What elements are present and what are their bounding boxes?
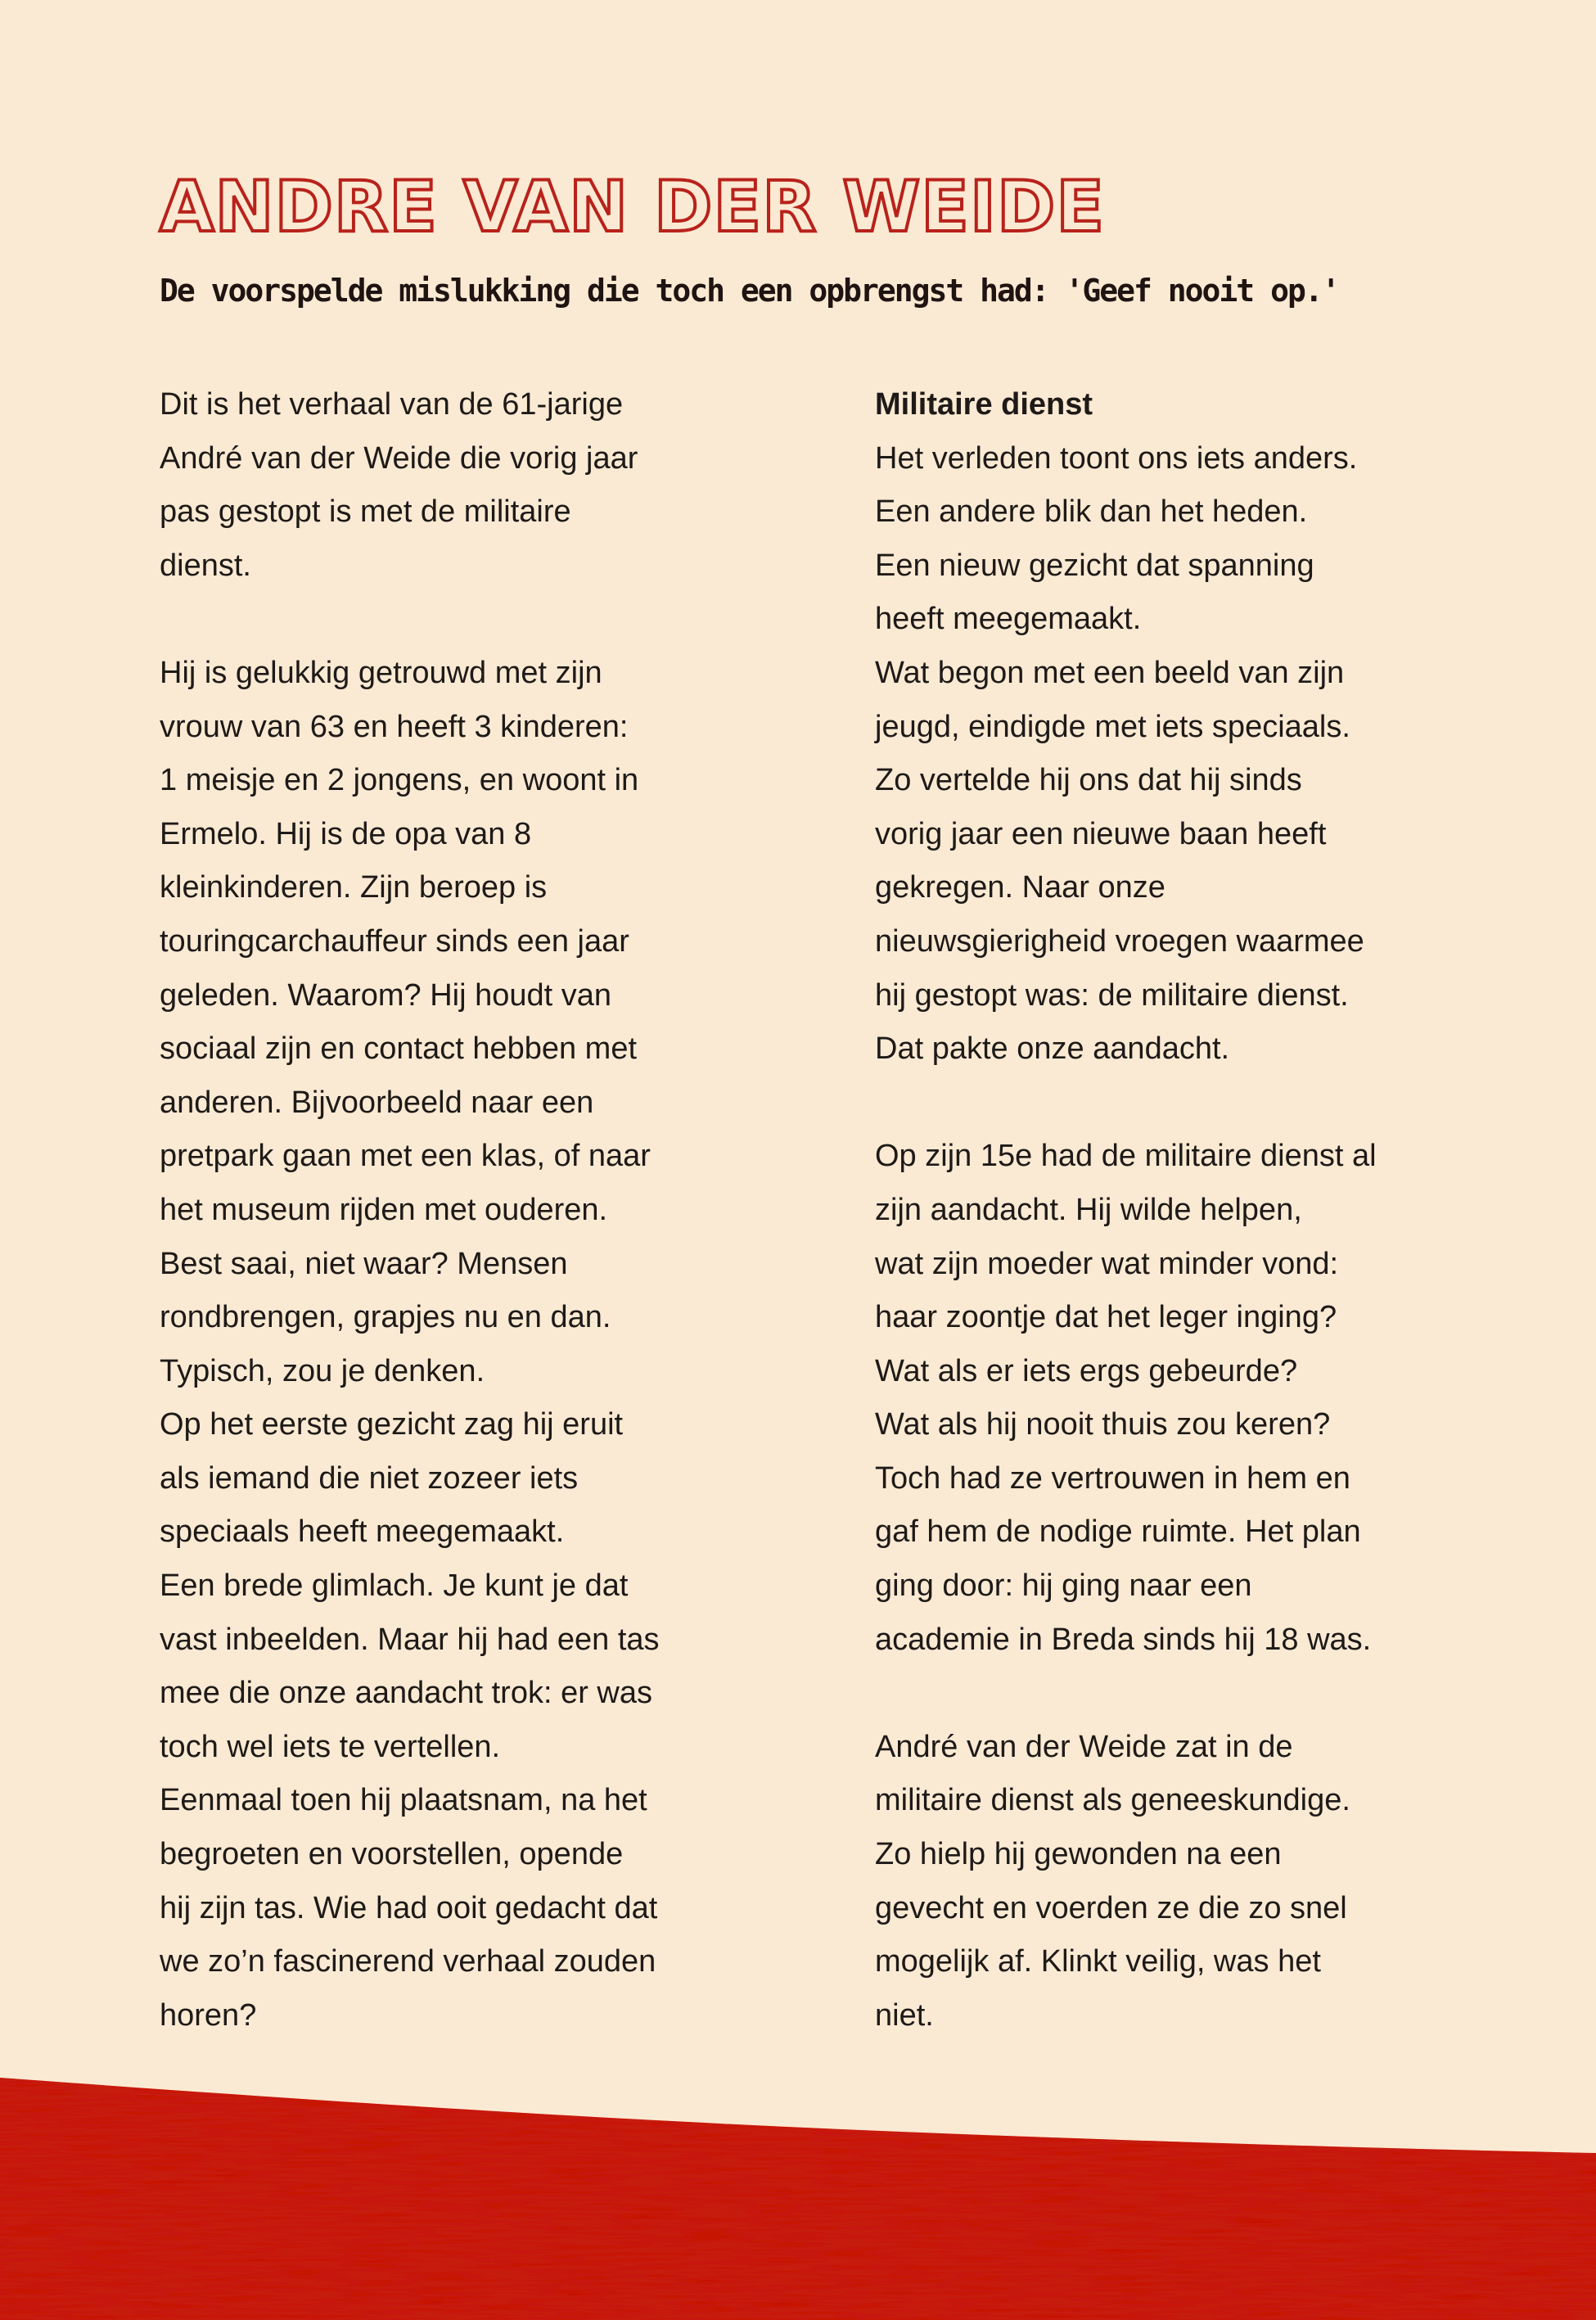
body-text-line: niet. <box>875 1997 934 2033</box>
body-text-line: 1 meisje en 2 jongens, en woont in <box>160 763 639 798</box>
body-text-line: rondbrengen, grapjes nu en dan. <box>160 1300 611 1335</box>
red-paint-band <box>0 2063 1596 2320</box>
body-text-line: academie in Breda sinds hij 18 was. <box>875 1622 1372 1657</box>
body-text-line: hij gestopt was: de militaire dienst. <box>875 977 1349 1013</box>
body-text-line: Op het eerste gezicht zag hij eruit <box>160 1407 624 1442</box>
body-text-line: Best saai, niet waar? Mensen <box>160 1246 568 1281</box>
body-text-line: hij zijn tas. Wie had ooit gedacht dat <box>160 1890 658 1925</box>
body-text-line: als iemand die niet zozeer iets <box>160 1460 579 1496</box>
body-text-line: dienst. <box>160 548 251 583</box>
body-text-line: pretpark gaan met een klas, of naar <box>160 1139 651 1174</box>
body-text-line: Een brede glimlach. Je kunt je dat <box>160 1568 629 1604</box>
article-subtitle: De voorspelde mislukking die toch een opbrengst had: 'Geef nooit op.' <box>160 273 1339 309</box>
body-text-line: mee die onze aandacht trok: er was <box>160 1676 653 1711</box>
body-text-line: vast inbeelden. Maar hij had een tas <box>160 1622 660 1657</box>
body-text-line: begroeten en voorstellen, opende <box>160 1837 624 1872</box>
body-text-line: speciaals heeft meegemaakt. <box>160 1514 565 1550</box>
body-text-line: we zo’n fascinerend verhaal zouden <box>160 1944 656 1979</box>
body-text-line: gekregen. Naar onze <box>875 870 1165 905</box>
body-text-line: Dat pakte onze aandacht. <box>875 1031 1230 1067</box>
body-text-line: vorig jaar een nieuwe baan heeft <box>875 816 1327 851</box>
body-text-line: horen? <box>160 1997 257 2033</box>
body-text-line: het museum rijden met ouderen. <box>160 1192 608 1227</box>
body-text-line: Ermelo. Hij is de opa van 8 <box>160 816 532 851</box>
body-text-line: militaire dienst als geneeskundige. <box>875 1783 1350 1818</box>
body-text-line: touringcarchauffeur sinds een jaar <box>160 923 629 959</box>
body-text-line: kleinkinderen. Zijn beroep is <box>160 870 548 905</box>
body-text-line: zijn aandacht. Hij wilde helpen, <box>875 1192 1302 1227</box>
body-text-line: Zo vertelde hij ons dat hij sinds <box>875 763 1302 798</box>
body-text-line: Wat als hij nooit thuis zou keren? <box>875 1407 1331 1442</box>
section-heading: Militaire dienst <box>875 387 1093 422</box>
body-text-line: Op zijn 15e had de militaire dienst al <box>875 1139 1377 1174</box>
body-text-line: Typisch, zou je denken. <box>160 1353 485 1388</box>
body-text-line: jeugd, eindigde met iets speciaals. <box>875 709 1350 744</box>
body-text-line: Zo hielp hij gewonden na een <box>875 1837 1282 1872</box>
body-text-line: anderen. Bijvoorbeeld naar een <box>160 1085 594 1120</box>
paragraph-spacer <box>875 1076 1497 1131</box>
body-text-line: Eenmaal toen hij plaatsnam, na het <box>160 1783 647 1818</box>
body-text-line: mogelijk af. Klinkt veilig, was het <box>875 1944 1321 1979</box>
body-text-line: gaf hem de nodige ruimte. Het plan <box>875 1514 1361 1550</box>
paragraph-spacer <box>875 1667 1497 1721</box>
body-text-line: pas gestopt is met de militaire <box>160 494 571 530</box>
paragraph-spacer <box>160 593 782 647</box>
right-text-column <box>875 378 1497 2042</box>
body-text-line: Toch had ze vertrouwen in hem en <box>875 1460 1350 1496</box>
body-text-line: haar zoontje dat het leger inging? <box>875 1300 1337 1335</box>
body-text-line: Het verleden toont ons iets anders. <box>875 440 1358 476</box>
body-text-line: geleden. Waarom? Hij houdt van <box>160 977 612 1013</box>
body-text-line: Wat als er iets ergs gebeurde? <box>875 1353 1298 1388</box>
body-text-line: nieuwsgierigheid vroegen waarmee <box>875 923 1364 959</box>
body-text-line: Hij is gelukkig getrouwd met zijn <box>160 655 602 690</box>
body-text-line: sociaal zijn en contact hebben met <box>160 1031 638 1067</box>
body-text-line: André van der Weide die vorig jaar <box>160 440 638 476</box>
body-text-line: toch wel iets te vertellen. <box>160 1729 501 1764</box>
body-text-line: Een nieuw gezicht dat spanning <box>875 548 1314 583</box>
left-text-column <box>160 378 782 2042</box>
body-text-line: ging door: hij ging naar een <box>875 1568 1252 1604</box>
body-text-line: Wat begon met een beeld van zijn <box>875 655 1345 690</box>
body-text-line: gevecht en voerden ze die zo snel <box>875 1890 1347 1925</box>
body-text-line: André van der Weide zat in de <box>875 1729 1293 1764</box>
article-title: ANDRE VAN DER WEIDE <box>160 166 1106 248</box>
body-text-line: heeft meegemaakt. <box>875 602 1142 637</box>
body-text-line: wat zijn moeder wat minder vond: <box>875 1246 1339 1281</box>
body-text-line: Dit is het verhaal van de 61-jarige <box>160 387 624 422</box>
body-text-line: Een andere blik dan het heden. <box>875 494 1308 530</box>
body-text-line: vrouw van 63 en heeft 3 kinderen: <box>160 709 629 744</box>
